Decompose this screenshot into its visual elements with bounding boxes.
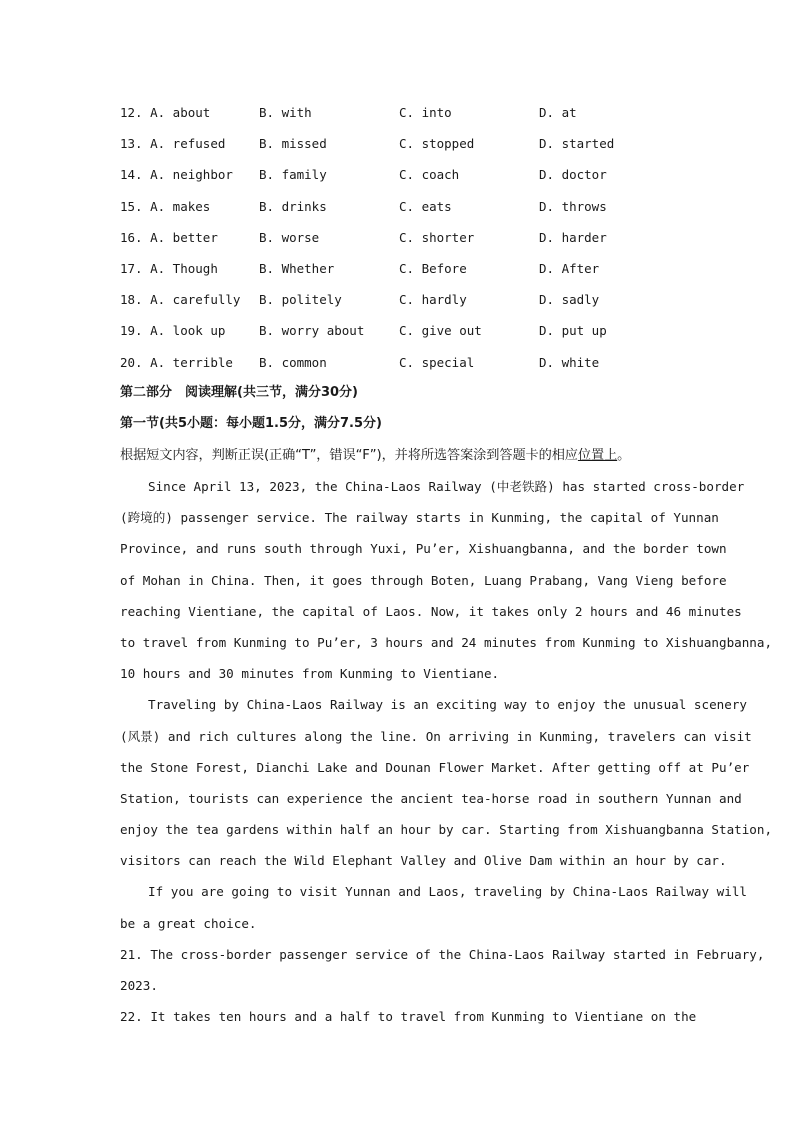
passage-line: be a great choice. (120, 915, 257, 931)
option-c: C. hardly (399, 292, 467, 308)
question-number: 14. (120, 167, 143, 183)
passage-line: Station, tourists can experience the ancient tea-horse road in southern Yunnan and (120, 790, 742, 806)
question-22-text: 22. It takes ten hours and a half to travel from Kunming to Vientiane on the (120, 1009, 697, 1025)
option-c: C. coach (399, 167, 460, 183)
option-a: A. look up (150, 323, 226, 339)
option-b: B. worry about (259, 323, 365, 339)
option-b: B. drinks (259, 198, 327, 214)
option-a: A. about (150, 105, 211, 120)
instruction-underlined: 位置上 (577, 448, 618, 463)
passage-line: (跨境的) passenger service. The railway starts in Kunming, the capital of Yunnan (120, 510, 719, 526)
passage-line: of Mohan in China. Then, it goes through Boten, Luang Prabang, Vang Vieng before (120, 572, 727, 588)
option-d: D. After (539, 260, 600, 276)
option-c: C. special (399, 354, 475, 370)
option-d: D. at (539, 105, 577, 120)
question-13-options (120, 134, 680, 165)
option-b: B. common (259, 354, 327, 370)
question-12-options (120, 103, 680, 134)
option-a: A. refused (150, 136, 226, 152)
option-a: A. better (150, 229, 218, 245)
question-20-options (120, 353, 680, 384)
instruction-main: 根据短文内容，判断正误(正确“T”，错误“F”)，并将所选答案涂到答题卡的相应 (120, 448, 578, 463)
question-18-options (120, 290, 680, 321)
question-number: 12. (120, 105, 143, 120)
question-number: 18. (120, 292, 143, 308)
option-d: D. harder (539, 229, 607, 245)
question-19-options (120, 321, 680, 352)
question-number: 15. (120, 198, 143, 214)
option-d: D. doctor (539, 167, 607, 183)
passage-line: Traveling by China-Laos Railway is an exciting way to enjoy the unusual scenery (148, 697, 747, 713)
passage-line: the Stone Forest, Dianchi Lake and Dounan Flower Market. After getting off at Pu’er (120, 759, 750, 775)
option-b: B. missed (259, 136, 327, 152)
option-b: B. politely (259, 292, 342, 308)
question-14-options (120, 165, 680, 196)
question-number: 17. (120, 260, 143, 276)
option-c: C. give out (399, 323, 482, 339)
option-d: D. white (539, 354, 600, 370)
option-d: D. throws (539, 198, 607, 214)
option-b: B. family (259, 167, 327, 183)
option-a: A. makes (150, 198, 211, 214)
question-16-options (120, 228, 680, 259)
option-c: C. into (399, 105, 452, 120)
question-number: 19. (120, 323, 143, 339)
option-a: A. terrible (150, 354, 233, 370)
reading-passage (120, 477, 773, 1038)
instruction-end: 。 (617, 448, 631, 463)
option-b: B. worse (259, 229, 320, 245)
option-b: B. Whether (259, 260, 335, 276)
option-d: D. put up (539, 323, 607, 339)
option-b: B. with (259, 105, 312, 120)
question-17-options (120, 259, 680, 290)
passage-line: 10 hours and 30 minutes from Kunming to Vientiane. (120, 666, 500, 682)
option-a: A. neighbor (150, 167, 233, 183)
passage-line: (风景) and rich cultures along the line. On arriving in Kunming, travelers can visit (120, 728, 752, 744)
part-heading: 第二部分 阅读理解(共三节，满分30分) (120, 385, 358, 400)
passage-line: reaching Vientiane, the capital of Laos. Now, it takes only 2 hours and 46 minutes (120, 603, 742, 619)
question-21-text: 21. The cross-border passenger service of the China-Laos Railway started in February, (120, 946, 765, 962)
option-c: C. Before (399, 260, 467, 276)
question-15-options (120, 197, 680, 228)
option-c: C. shorter (399, 229, 475, 245)
instruction-text (120, 446, 630, 466)
answer-options-list (120, 103, 680, 384)
option-d: D. started (539, 136, 615, 152)
option-c: C. eats (399, 198, 452, 214)
passage-line: Province, and runs south through Yuxi, Pu’er, Xishuangbanna, and the border town (120, 541, 727, 557)
option-c: C. stopped (399, 136, 475, 152)
option-d: D. sadly (539, 292, 600, 308)
passage-line: visitors can reach the Wild Elephant Valley and Olive Dam within an hour by car. (120, 853, 727, 869)
option-a: A. Though (150, 260, 218, 276)
passage-line: to travel from Kunming to Pu’er, 3 hours and 24 minutes from Kunming to Xishuangbanna, (120, 634, 773, 650)
passage-line: If you are going to visit Yunnan and Laos, traveling by China-Laos Railway will (148, 884, 747, 900)
question-21-text-cont: 2023. (120, 978, 158, 993)
option-a: A. carefully (150, 292, 241, 308)
question-number: 13. (120, 136, 143, 152)
section-heading: 第一节(共5小题：每小题1.5分，满分7.5分) (120, 416, 382, 431)
passage-line: enjoy the tea gardens within half an hour by car. Starting from Xishuangbanna Station, (120, 822, 773, 838)
passage-line: Since April 13, 2023, the China-Laos Railway (中老铁路) has started cross-border (148, 479, 745, 494)
question-number: 16. (120, 229, 143, 245)
question-number: 20. (120, 354, 143, 370)
